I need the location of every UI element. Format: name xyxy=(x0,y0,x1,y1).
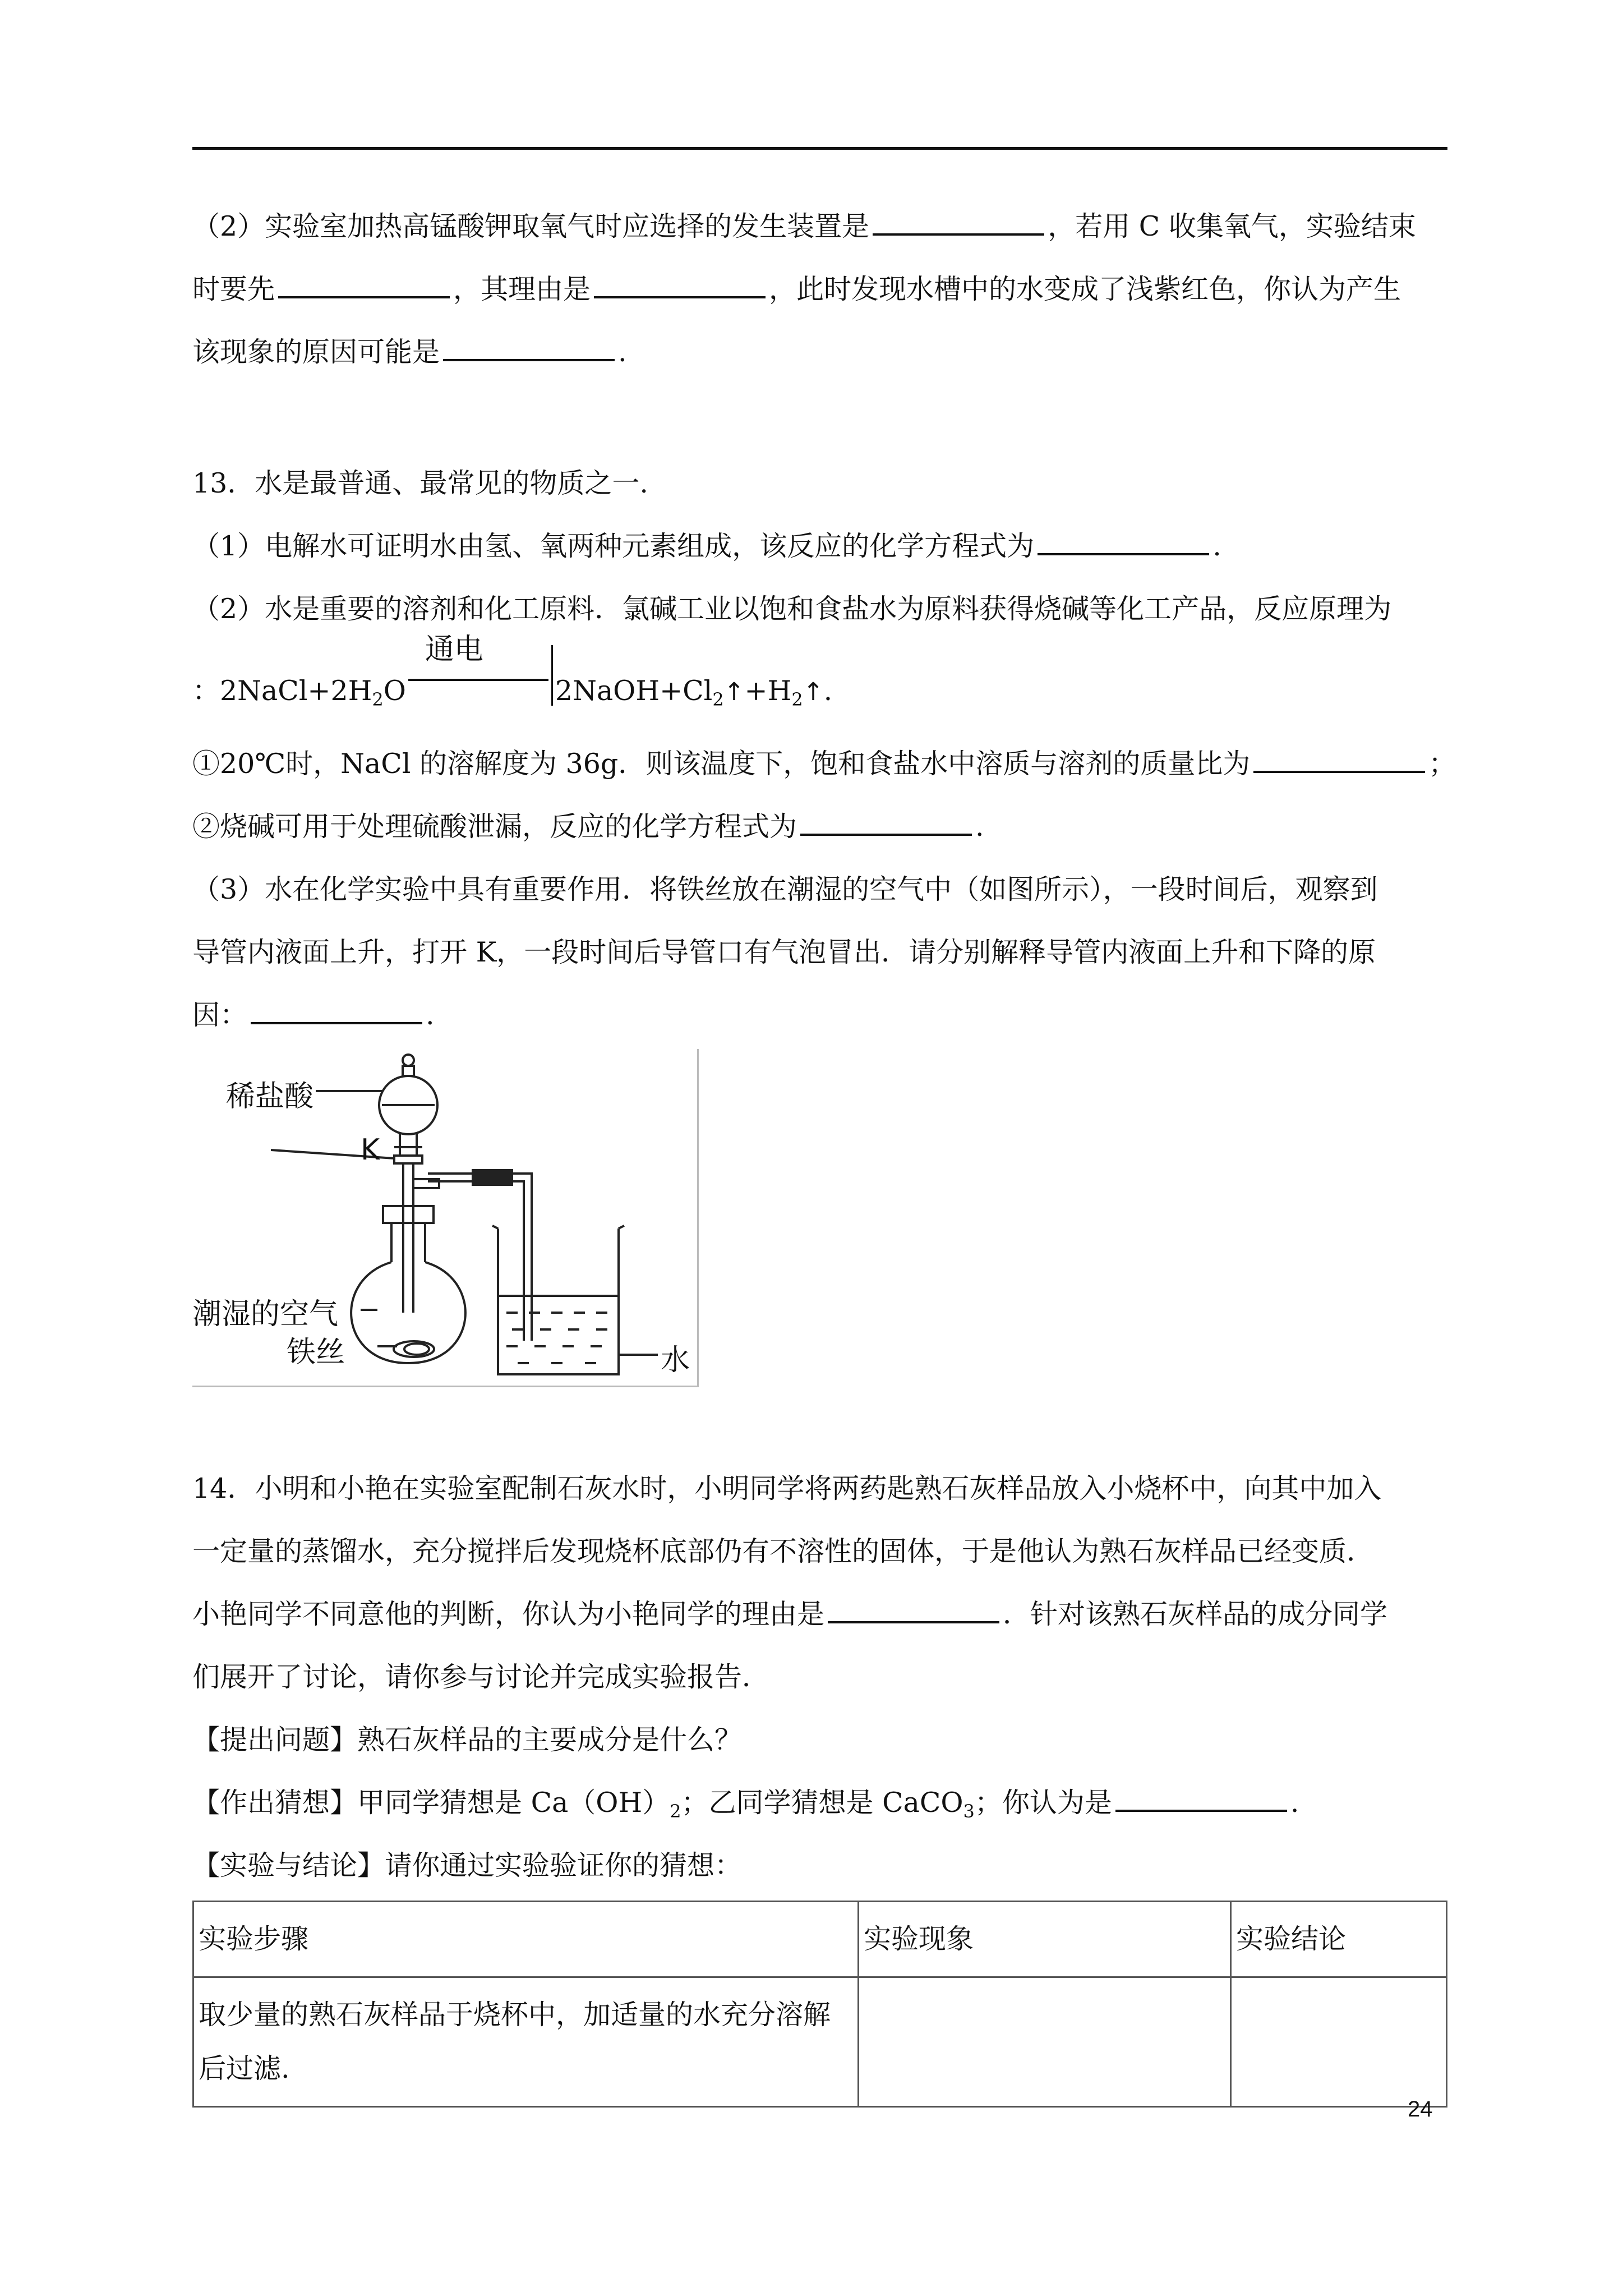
label-moist-air: 潮湿的空气 xyxy=(192,1297,339,1331)
header-phenomenon: 实验现象 xyxy=(859,1902,1231,1977)
condition-bar xyxy=(551,645,553,706)
flask-bulb xyxy=(351,1262,465,1363)
cell-conclusion[interactable] xyxy=(1231,1977,1447,2107)
q13-part3-line2: 导管内液面上升，打开 K，一段时间后导管口有气泡冒出．请分别解释导管内液面上升和下降的原 xyxy=(192,936,1376,968)
page-number: 24 xyxy=(1408,2097,1433,2122)
q13-equation: ：$2NaCl+2H_2O$ 通电 $2NaOH+Cl_2↑+H_2↑$. xyxy=(192,633,833,710)
condition-line xyxy=(408,679,548,681)
reaction-condition xyxy=(408,633,553,706)
label-valve-k: K xyxy=(361,1133,380,1167)
q13-part1: （1）电解水可证明水由氢、氧两种元素组成，该反应的化学方程式为 . xyxy=(192,530,1221,562)
q13-part3-line3: 因： . xyxy=(192,999,435,1031)
q13-part3-line1: （3）水在化学实验中具有重要作用．将铁丝放在潮湿的空气中（如图所示），一段时间后，观察到 xyxy=(192,873,1378,905)
cell-phenomenon[interactable] xyxy=(859,1977,1231,2107)
q14-experiment: 【实验与结论】请你通过实验验证你的猜想： xyxy=(192,1849,743,1881)
answer-blank[interactable] xyxy=(443,337,615,361)
table-header-row xyxy=(193,1902,1447,1977)
rubber-joint xyxy=(473,1170,512,1185)
answer-blank[interactable] xyxy=(800,811,972,836)
header-step: 实验步骤 xyxy=(193,1902,859,1977)
label-iron-wire: 铁丝 xyxy=(287,1336,345,1369)
beaker xyxy=(498,1228,619,1374)
q14-guess: 【作出猜想】甲同学猜想是 $Ca(OH)_2$；乙同学猜想是 CaCO$_3$；你认为是 . xyxy=(192,1787,1299,1822)
header-conclusion: 实验结论 xyxy=(1231,1902,1447,1977)
answer-blank[interactable] xyxy=(251,1000,422,1024)
table-row xyxy=(193,1977,1447,2107)
label-water: 水 xyxy=(661,1343,690,1377)
stopcock-k xyxy=(394,1156,422,1163)
q14-line4: 们展开了讨论，请你参与讨论并完成实验报告． xyxy=(192,1661,770,1693)
q14-line2: 一定量的蒸馏水，充分搅拌后发现烧杯底部仍有不溶性的固体，于是他认为熟石灰样品已经变质． xyxy=(192,1535,1375,1567)
gas-arrow-icon: ↑ xyxy=(723,678,745,706)
answer-blank[interactable] xyxy=(278,274,450,298)
q13-condition1: ①20℃时，NaCl 的溶解度为 36g．则该温度下，饱和食盐水中溶质与溶剂的质量比为 ； xyxy=(192,748,1456,780)
q14-line1: 14．小明和小艳在实验室配制石灰水时，小明同学将两药匙熟石灰样品放入小烧杯中，向其中加入 xyxy=(192,1473,1382,1504)
answer-blank[interactable] xyxy=(1038,531,1209,555)
answer-blank[interactable] xyxy=(1115,1787,1287,1812)
q12-part2-line1: （2）实验室加热高锰酸钾取氧气时应选择的发生装置是 ，若用 C 收集氧气，实验结束 xyxy=(192,210,1416,242)
q13-stem: 13．水是最普通、最常见的物质之一. xyxy=(192,467,648,499)
condition-label: 通电 xyxy=(425,633,483,666)
answer-blank[interactable] xyxy=(828,1599,999,1623)
q12-part2-line3: 该现象的原因可能是 . xyxy=(192,336,627,368)
q14-line3: 小艳同学不同意他的判断，你认为小艳同学的理由是 ．针对该熟石灰样品的成分同学 xyxy=(192,1598,1388,1630)
answer-blank[interactable] xyxy=(1253,748,1425,773)
answer-blank[interactable] xyxy=(594,274,766,298)
apparatus-figure xyxy=(192,1049,699,1387)
experiment-table xyxy=(192,1901,1447,2108)
q13-condition2: ②烧碱可用于处理硫酸泄漏，反应的化学方程式为 . xyxy=(192,811,984,843)
q12-part2-line2: 时要先 ，其理由是 ，此时发现水槽中的水变成了浅紫红色，你认为产生 xyxy=(192,273,1401,305)
header-rule xyxy=(192,147,1447,150)
stopper-icon xyxy=(403,1055,414,1066)
q14-question: 【提出问题】熟石灰样品的主要成分是什么？ xyxy=(192,1724,743,1756)
answer-blank[interactable] xyxy=(873,211,1044,236)
gas-arrow-icon: ↑ xyxy=(803,678,824,706)
label-dilute-hcl: 稀盐酸 xyxy=(226,1080,314,1114)
cell-step: 取少量的熟石灰样品于烧杯中，加适量的水充分溶解后过滤. xyxy=(193,1977,859,2107)
q13-part2: （2）水是重要的溶剂和化工原料．氯碱工业以饱和食盐水为原料获得烧碱等化工产品，反应原理为 xyxy=(192,593,1392,625)
